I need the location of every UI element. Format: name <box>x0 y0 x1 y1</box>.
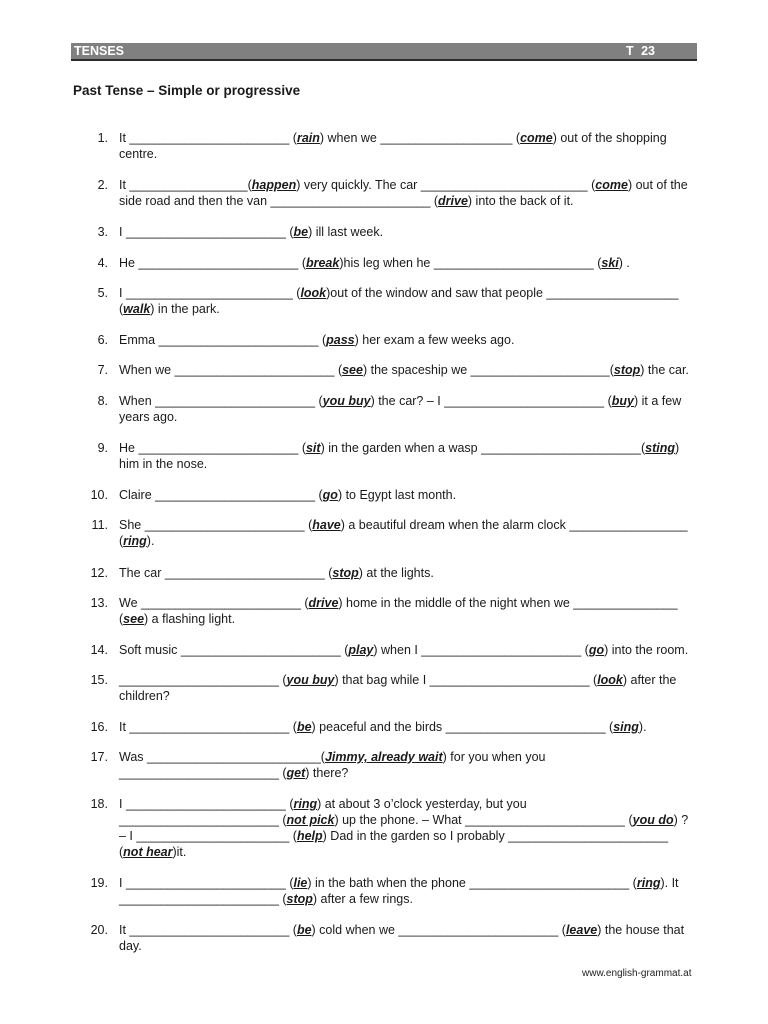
sentence-text: ) out of the shopping centre. <box>119 131 667 161</box>
verb-prompt: look <box>300 286 327 300</box>
sentence-text: ) that bag while I _______________________ ( <box>334 673 598 687</box>
item-number: 12. <box>90 566 108 580</box>
sentence-text: )it. <box>172 845 187 859</box>
sentence-text: ) out of the side road and then the van _______________________ ( <box>119 178 688 208</box>
verb-prompt: Jimmy, already wait <box>324 750 443 764</box>
header-bar <box>71 43 697 61</box>
verb-prompt: drive <box>438 194 468 208</box>
verb-prompt: help <box>296 829 323 843</box>
item-sentence <box>119 487 697 503</box>
verb-prompt: walk <box>123 302 151 316</box>
sentence-text: ) at about 3 o’clock yesterday, but you _______________________ ( <box>119 797 527 827</box>
sentence-text: ) the car? – I _______________________ ( <box>370 394 612 408</box>
item-number: 15. <box>90 673 108 687</box>
item-number: 9. <box>97 441 108 455</box>
item-sentence <box>119 719 697 735</box>
footer-url: www.english-grammat.at <box>582 968 692 979</box>
sentence-text: ) it a few years ago. <box>119 394 682 424</box>
item-number: 3. <box>97 225 108 239</box>
item-sentence <box>119 796 697 860</box>
sentence-text: He _______________________ ( <box>119 256 306 270</box>
verb-prompt: stop <box>613 363 641 377</box>
item-number: 20. <box>90 923 108 937</box>
item-sentence <box>119 393 697 425</box>
sentence-text: ) into the room. <box>604 643 689 657</box>
item-sentence <box>119 362 697 378</box>
item-sentence <box>119 255 697 271</box>
item-number: 6. <box>97 333 108 347</box>
sentence-text: Claire _______________________ ( <box>119 488 323 502</box>
item-sentence <box>119 130 697 162</box>
verb-prompt: pass <box>326 333 355 347</box>
sentence-text: _______________________ ( <box>119 673 287 687</box>
sentence-text: It _________________( <box>119 178 252 192</box>
sentence-text: ) when I _______________________ ( <box>373 643 589 657</box>
sentence-text: ) at the lights. <box>358 566 434 580</box>
sentence-text: ) for you when you _______________________ ( <box>119 750 546 780</box>
sentence-text: When we _______________________ ( <box>119 363 343 377</box>
sentence-text: ) to Egypt last month. <box>337 488 457 502</box>
verb-prompt: happen <box>251 178 297 192</box>
verb-prompt: sting <box>645 441 676 455</box>
verb-prompt: sit <box>305 441 321 455</box>
sentence-text: ) home in the middle of the night when we _______________ ( <box>119 596 678 626</box>
sentence-text: ) in the garden when a wasp _______________________( <box>320 441 646 455</box>
verb-prompt: get <box>286 766 306 780</box>
verb-prompt: not hear <box>123 845 173 859</box>
item-number: 7. <box>97 363 108 377</box>
sentence-text: Emma _______________________ ( <box>119 333 327 347</box>
sentence-text: ) ? – I ______________________ ( <box>119 813 689 843</box>
verb-prompt: ring <box>636 876 661 890</box>
item-sentence <box>119 922 697 954</box>
sentence-text: I _______________________ ( <box>119 876 294 890</box>
sentence-text: )out of the window and saw that people ___________________ ( <box>119 286 679 316</box>
sentence-text: I _______________________ ( <box>119 797 294 811</box>
sentence-text: ) peaceful and the birds _______________________ ( <box>311 720 614 734</box>
item-sentence <box>119 177 697 209</box>
sentence-text: ) a beautiful dream when the alarm clock _________________ ( <box>119 518 688 548</box>
sheet-code: T 23 <box>626 44 656 58</box>
sentence-text: When _______________________ ( <box>119 394 323 408</box>
verb-prompt: sing <box>613 720 639 734</box>
item-number: 11. <box>91 518 108 532</box>
sentence-text: ) after a few rings. <box>312 892 413 906</box>
item-number: 4. <box>97 256 108 270</box>
verb-prompt: look <box>597 673 623 687</box>
verb-prompt: ski <box>601 256 619 270</box>
verb-prompt: you buy <box>322 394 371 408</box>
item-number: 19. <box>90 876 108 890</box>
item-sentence <box>119 875 697 907</box>
item-sentence <box>119 672 697 704</box>
item-number: 5. <box>97 286 108 300</box>
item-sentence <box>119 285 697 317</box>
sentence-text: ) into the back of it. <box>467 194 574 208</box>
verb-prompt: rain <box>296 131 320 145</box>
sentence-text: I ________________________ ( <box>119 286 301 300</box>
sentence-text: It _______________________ ( <box>119 923 297 937</box>
section-title: TENSES <box>74 44 125 58</box>
item-number: 10. <box>90 488 108 502</box>
sentence-text: The car _______________________ ( <box>119 566 333 580</box>
item-number: 14. <box>90 643 108 657</box>
item-number: 16. <box>90 720 108 734</box>
sentence-text: It _______________________ ( <box>119 131 297 145</box>
sentence-text: ) Dad in the garden so I probably _______________________ ( <box>119 829 669 859</box>
verb-prompt: come <box>595 178 628 192</box>
sentence-text: ) up the phone. – What _______________________ ( <box>334 813 633 827</box>
item-number: 8. <box>97 394 108 408</box>
sentence-text: ). It _______________________ ( <box>119 876 679 906</box>
verb-prompt: see <box>342 363 363 377</box>
sentence-text: ) her exam a few weeks ago. <box>354 333 515 347</box>
sentence-text: ) in the bath when the phone _______________________ ( <box>307 876 637 890</box>
item-number: 2. <box>97 178 108 192</box>
verb-prompt: buy <box>611 394 634 408</box>
verb-prompt: ring <box>123 534 147 548</box>
verb-prompt: not pick <box>286 813 335 827</box>
sentence-text: ) after the children? <box>119 673 677 703</box>
item-sentence <box>119 595 697 627</box>
verb-prompt: you do <box>632 813 674 827</box>
sentence-text: Soft music _______________________ ( <box>119 643 349 657</box>
verb-prompt: lie <box>293 876 308 890</box>
sentence-text: ) cold when we _______________________ ( <box>311 923 566 937</box>
item-number: 1. <box>97 131 108 145</box>
verb-prompt: play <box>348 643 374 657</box>
item-sentence <box>119 749 697 781</box>
verb-prompt: be <box>296 923 312 937</box>
item-sentence <box>119 517 697 549</box>
sentence-text: ) the car. <box>640 363 689 377</box>
sentence-text: ) a flashing light. <box>144 612 236 626</box>
verb-prompt: ring <box>293 797 318 811</box>
item-number: 13. <box>90 596 108 610</box>
sentence-text: Was _________________________( <box>119 750 325 764</box>
verb-prompt: you buy <box>286 673 335 687</box>
sentence-text: ) very quickly. The car ________________________ ( <box>296 178 596 192</box>
sentence-text: He _______________________ ( <box>119 441 306 455</box>
page-title: Past Tense – Simple or progressive <box>73 83 301 98</box>
item-number: 18. <box>90 797 108 811</box>
sentence-text: ) . <box>618 256 630 270</box>
item-sentence <box>119 642 697 658</box>
sentence-text: ) him in the nose. <box>119 441 680 471</box>
verb-prompt: break <box>305 256 340 270</box>
sentence-text: )his leg when he _______________________ ( <box>339 256 602 270</box>
verb-prompt: go <box>588 643 605 657</box>
verb-prompt: stop <box>286 892 313 906</box>
sentence-text: It _______________________ ( <box>119 720 297 734</box>
sentence-text: ) the spaceship we ____________________( <box>362 363 614 377</box>
item-sentence <box>119 440 697 472</box>
sentence-text: We _______________________ ( <box>119 596 309 610</box>
verb-prompt: be <box>293 225 309 239</box>
sentence-text: ) in the park. <box>150 302 220 316</box>
verb-prompt: see <box>123 612 145 626</box>
item-sentence <box>119 565 697 581</box>
sentence-text: ). <box>146 534 155 548</box>
verb-prompt: go <box>322 488 338 502</box>
item-number: 17. <box>90 750 108 764</box>
item-sentence <box>119 332 697 348</box>
sentence-text: I _______________________ ( <box>119 225 294 239</box>
verb-prompt: come <box>520 131 553 145</box>
sentence-text: ) ill last week. <box>308 225 384 239</box>
verb-prompt: have <box>312 518 341 532</box>
sentence-text: ) the house that day. <box>119 923 685 953</box>
verb-prompt: stop <box>332 566 359 580</box>
verb-prompt: leave <box>565 923 598 937</box>
item-sentence <box>119 224 697 240</box>
verb-prompt: be <box>296 720 312 734</box>
sentence-text: ) there? <box>305 766 349 780</box>
sentence-text: ) when we ___________________ ( <box>319 131 521 145</box>
sentence-text: ). <box>638 720 647 734</box>
sentence-text: She _______________________ ( <box>119 518 313 532</box>
verb-prompt: drive <box>308 596 339 610</box>
